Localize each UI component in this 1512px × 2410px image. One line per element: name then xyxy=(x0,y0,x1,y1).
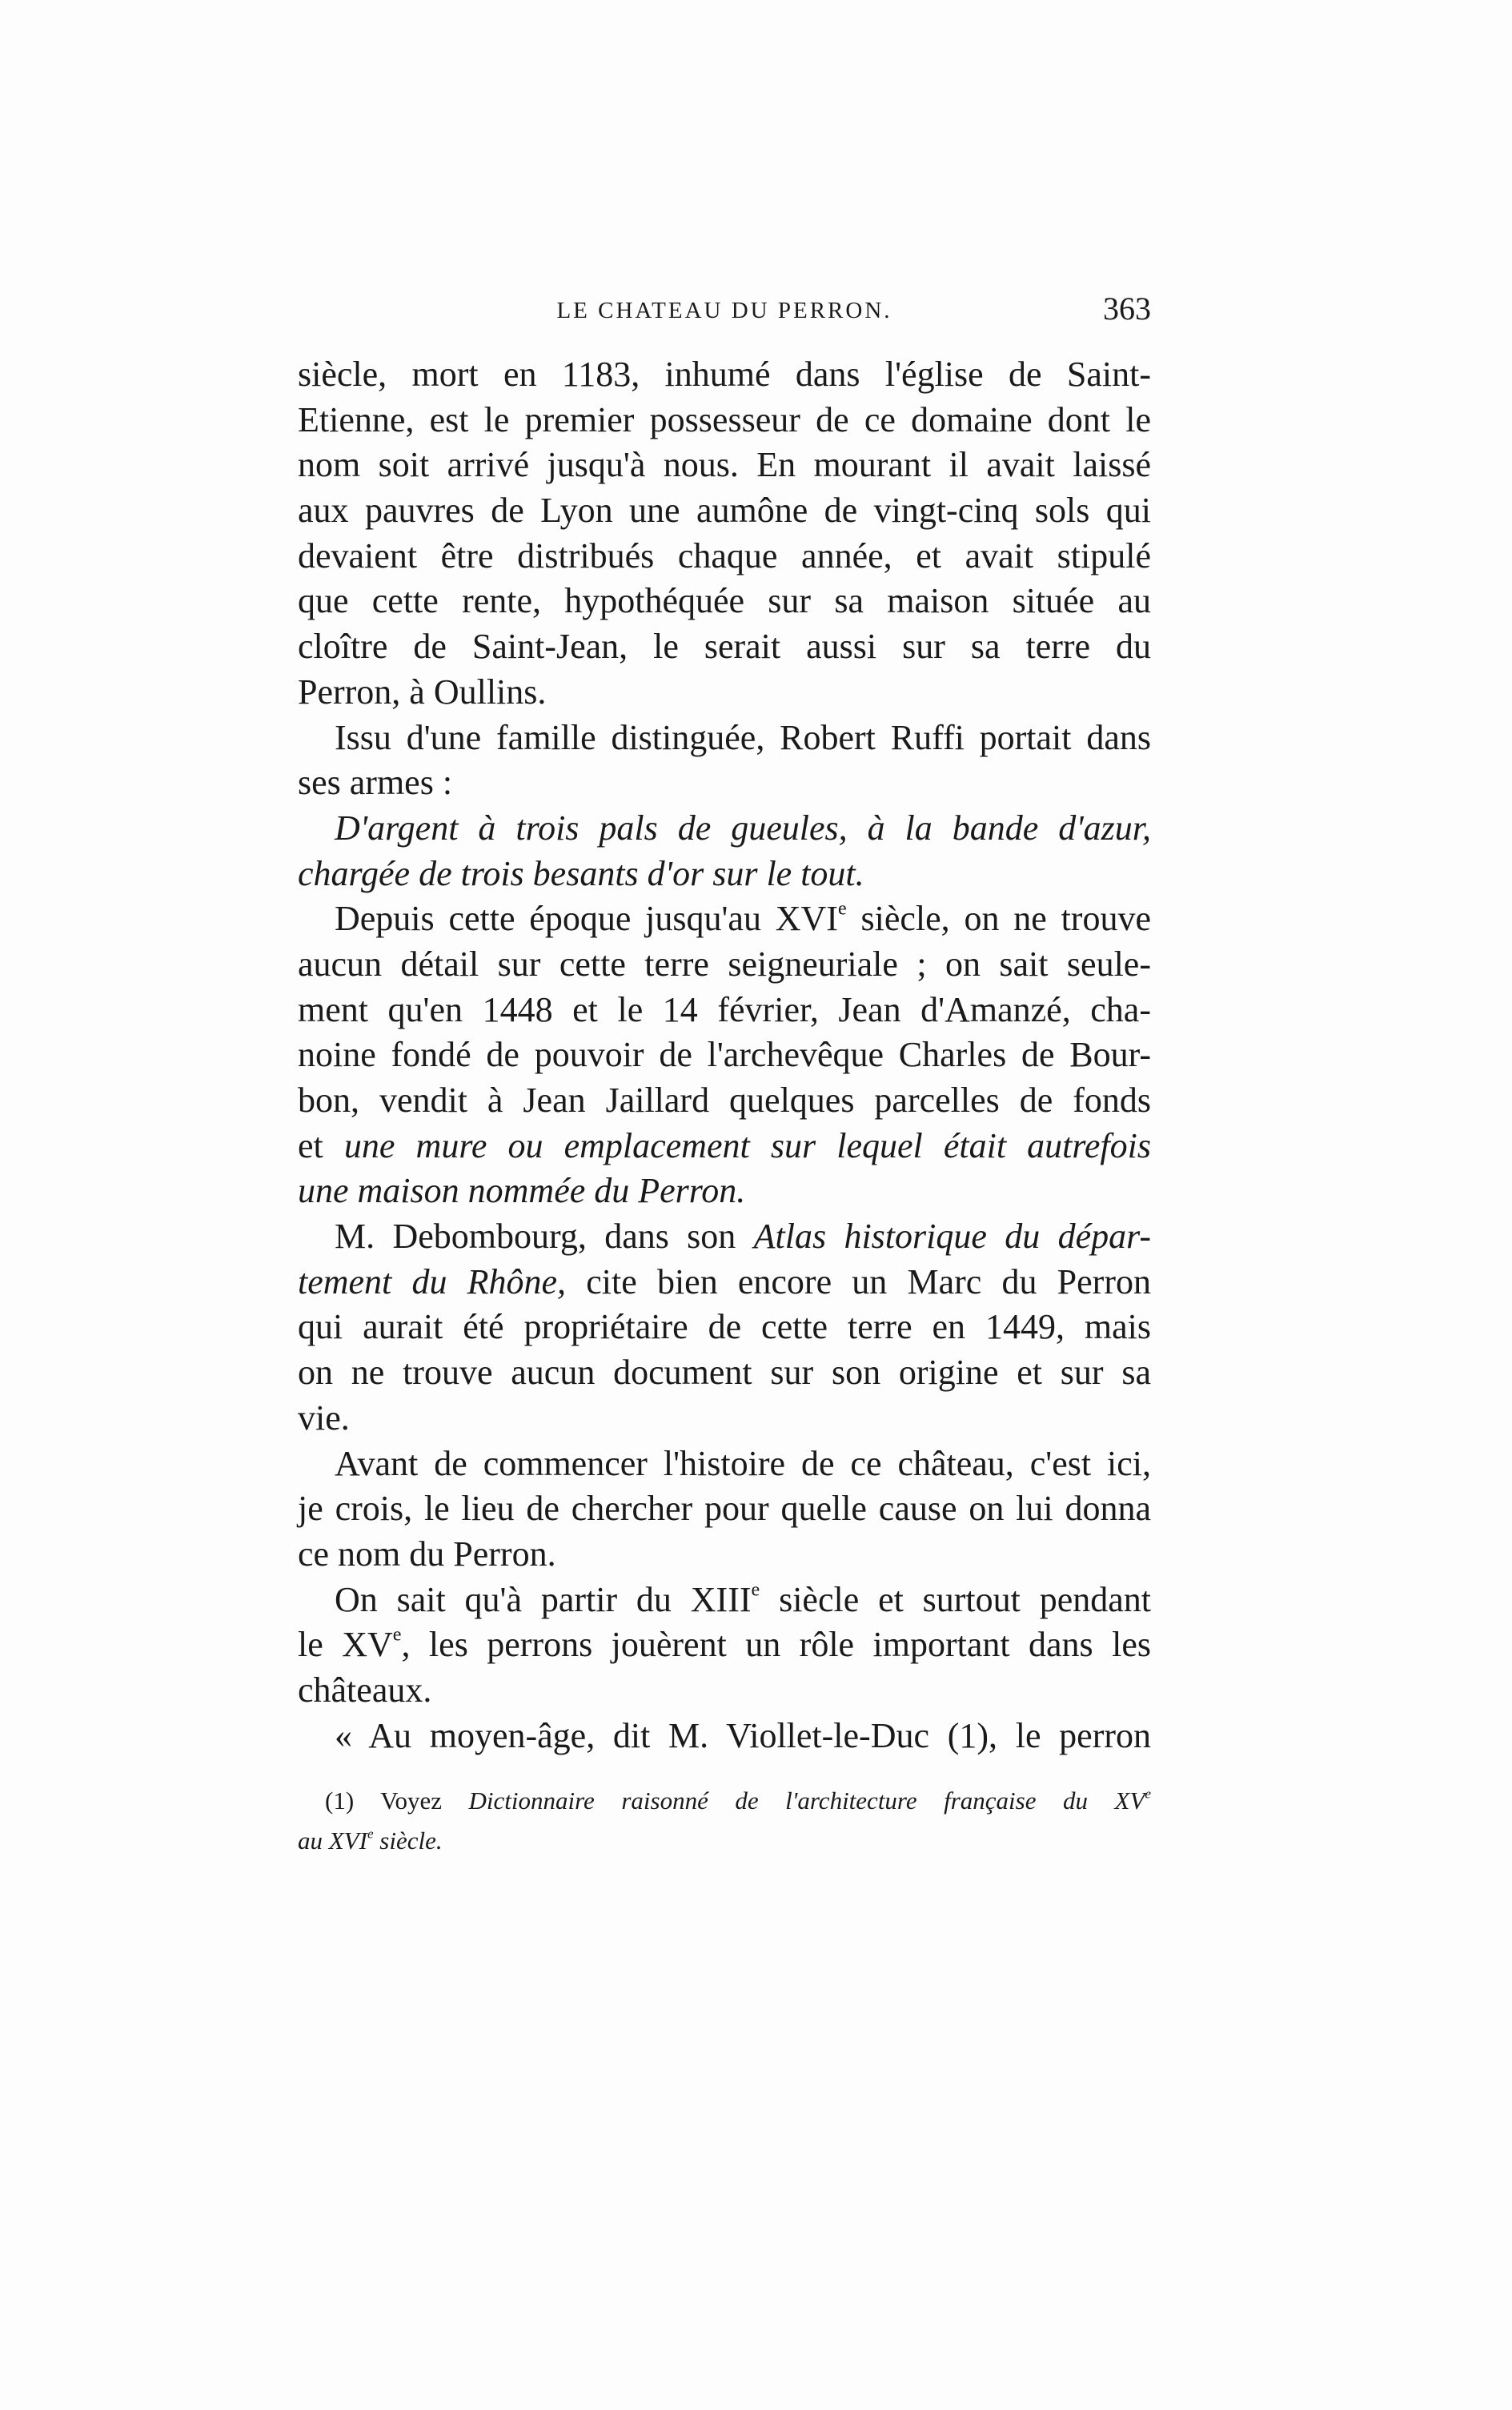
text-line xyxy=(298,1532,1151,1578)
text-run: cloître de Saint-Jean, le serait aussi sur sa terre du xyxy=(298,627,1151,667)
italic-text: au XVI xyxy=(298,1827,367,1855)
text-run: devaient être distribués chaque année, et avait stipulé xyxy=(298,535,1151,575)
italic-text: tement du Rhône, xyxy=(298,1261,567,1301)
footnote-line xyxy=(325,1781,1151,1821)
text-run: que cette rente, hypothéquée sur sa maison située au xyxy=(298,581,1151,621)
text-line xyxy=(298,1124,1151,1169)
text-line xyxy=(298,896,1151,942)
text-line xyxy=(298,443,1151,488)
italic-text: D'argent à trois pals de gueules, à la bande d'azur, xyxy=(335,808,1151,848)
text-line xyxy=(298,1668,1151,1714)
text-run: le XV xyxy=(298,1625,393,1665)
text-run: je crois, le lieu de chercher pour quelle cause on lui donna xyxy=(298,1489,1151,1529)
running-title: LE CHATEAU DU PERRON. xyxy=(556,298,892,323)
text-line xyxy=(298,398,1151,443)
text-line xyxy=(298,579,1151,624)
text-run: nom soit arrivé jusqu'à nous. En mourant il avait laissé xyxy=(298,445,1151,485)
text-run: qui aurait été propriétaire de cette terre en 1449, mais xyxy=(298,1307,1151,1347)
text-run: On sait qu'à partir du XIII xyxy=(335,1579,752,1619)
text-run: ment qu'en 1448 et le 14 février, Jean d'Amanzé, cha- xyxy=(298,989,1151,1029)
italic-text: Dictionnaire raisonné de l'architecture française du XV xyxy=(468,1786,1145,1815)
text-run: « Au moyen-âge, dit M. Viollet-le-Duc (1), le perron xyxy=(335,1715,1151,1755)
text-run: (1) Voyez xyxy=(325,1786,469,1815)
text-line xyxy=(298,852,1151,897)
text-run: Depuis cette époque jusqu'au XVI xyxy=(335,899,838,939)
text-line xyxy=(298,1214,1151,1260)
text-line xyxy=(298,1169,1151,1214)
superscript: e xyxy=(1145,1786,1151,1802)
text-line xyxy=(298,624,1151,670)
text-run: on ne trouve aucun document sur son origine et sur sa xyxy=(298,1353,1151,1393)
text-run: aucun détail sur cette terre seigneuriale ; on sait seule- xyxy=(298,944,1151,984)
text-run: châteaux. xyxy=(298,1670,432,1710)
superscript: e xyxy=(837,897,847,920)
text-line xyxy=(298,1078,1151,1124)
text-line xyxy=(298,534,1151,579)
text-run: aux pauvres de Lyon une aumône de vingt-cinq sols qui xyxy=(298,491,1151,531)
text-run: ses armes : xyxy=(298,763,453,803)
text-run: siècle, on ne trouve xyxy=(846,899,1151,939)
page-number: 363 xyxy=(1103,291,1151,327)
italic-text: une mure ou emplacement sur lequel était autrefois xyxy=(343,1125,1151,1165)
text-run: M. Debombourg, dans son xyxy=(335,1217,754,1257)
text-line xyxy=(298,488,1151,534)
text-line xyxy=(298,1714,1151,1759)
text-run: vie. xyxy=(298,1397,350,1438)
footnote-line xyxy=(298,1821,1151,1861)
superscript: e xyxy=(392,1623,402,1646)
italic-text: siècle. xyxy=(373,1827,443,1855)
text-line xyxy=(298,806,1151,852)
text-run: Perron, à Oullins. xyxy=(298,672,547,712)
text-run: Etienne, est le premier possesseur de ce domaine dont le xyxy=(298,399,1151,439)
italic-text: Atlas historique du dépar- xyxy=(753,1217,1151,1257)
body-text xyxy=(298,352,1151,1758)
text-run: noine fondé de pouvoir de l'archevêque Charles de Bour- xyxy=(298,1035,1151,1075)
text-line xyxy=(298,942,1151,988)
text-line xyxy=(298,1305,1151,1350)
superscript: e xyxy=(367,1826,374,1842)
text-line xyxy=(298,352,1151,398)
italic-text: une maison nommée du Perron. xyxy=(298,1171,746,1211)
text-line xyxy=(298,1033,1151,1078)
text-run: Issu d'une famille distinguée, Robert Ruffi portait dans xyxy=(335,717,1151,757)
text-line xyxy=(298,1396,1151,1442)
text-line xyxy=(298,1578,1151,1623)
text-run: Avant de commencer l'histoire de ce château, c'est ici, xyxy=(335,1443,1151,1483)
text-run: bon, vendit à Jean Jaillard quelques parcelles de fonds xyxy=(298,1081,1151,1120)
text-line xyxy=(298,988,1151,1033)
text-line xyxy=(298,1442,1151,1487)
text-line xyxy=(298,670,1151,716)
text-run: siècle et surtout pendant xyxy=(760,1579,1151,1619)
text-line xyxy=(298,1260,1151,1305)
text-run: et xyxy=(298,1125,344,1165)
running-header xyxy=(298,290,1151,330)
text-line xyxy=(298,716,1151,761)
superscript: e xyxy=(751,1578,760,1601)
text-line xyxy=(298,1486,1151,1532)
text-run: ce nom du Perron. xyxy=(298,1534,556,1574)
text-line xyxy=(298,760,1151,806)
italic-text: chargée de trois besants d'or sur le tout. xyxy=(298,853,864,893)
text-line xyxy=(298,1350,1151,1396)
text-line xyxy=(298,1622,1151,1668)
footnotes xyxy=(298,1781,1151,1861)
text-run: , les perrons jouèrent un rôle important dans les xyxy=(401,1625,1151,1665)
text-run: siècle, mort en 1183, inhumé dans l'église de Saint- xyxy=(298,355,1151,394)
text-run: cite bien encore un Marc du Perron xyxy=(566,1261,1151,1301)
